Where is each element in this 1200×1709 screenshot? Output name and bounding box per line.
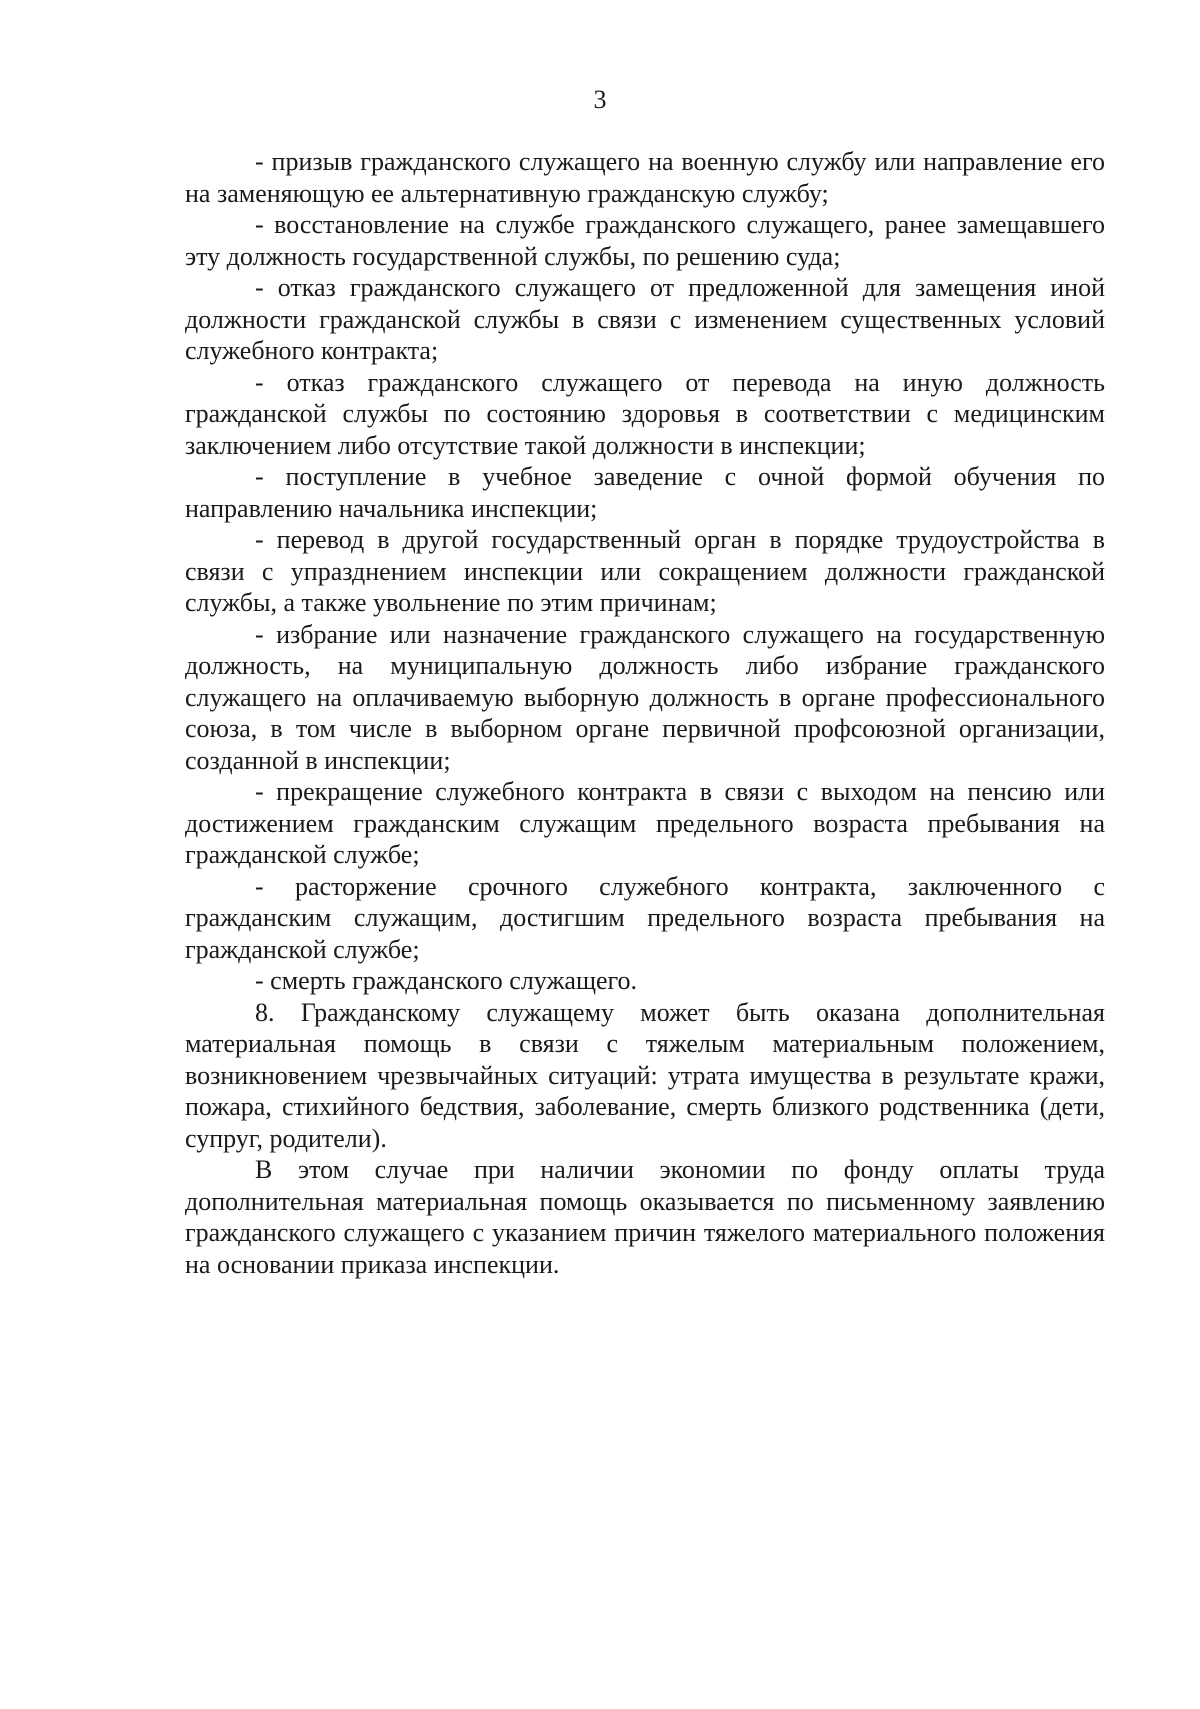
list-item-refusal-other-position: - отказ гражданского служащего от предложенной для замещения иной должности гражданской службы в связи с изменением существенных условий служебного контракта; [185, 273, 1105, 365]
section-8-continuation: В этом случае при наличии экономии по фонду оплаты труда дополнительная материальная помощь оказывается по письменному заявлению гражданского служащего с указанием причин тяжелого материального положения на основании приказа инспекции. [185, 1155, 1105, 1279]
list-item-contract-termination-pension: - прекращение служебного контракта в связи с выходом на пенсию или достижением гражданским служащим предельного возраста пребывания на гражданской службе; [185, 777, 1105, 869]
list-item-reinstatement: - восстановление на службе гражданского служащего, ранее замещавшего эту должность государственной службы, по решению суда; [185, 210, 1105, 271]
list-item-refusal-transfer-health: - отказ гражданского служащего от перевода на иную должность гражданской службы по состоянию здоровья в соответствии с медицинским заключением либо отсутствие такой должности в инспекции; [185, 367, 1105, 460]
list-item-death: - смерть гражданского служащего. [255, 966, 638, 995]
page-number: 3 [593, 85, 607, 114]
list-item-education: - поступление в учебное заведение с очной формой обучения по направлению начальника инспекции; [185, 462, 1105, 523]
list-item-conscription: - призыв гражданского служащего на военную службу или направление его на заменяющую ее альтернативную гражданскую службу; [185, 147, 1105, 208]
list-item-election-appointment: - избрание или назначение гражданского служащего на государственную должность, на муниципальную должность либо избрание гражданского служащего на оплачиваемую выборную должность в органе профессионального союза, в том числе в выборном органе первичной профсоюзной организации, созданной в инспекции; [185, 619, 1105, 775]
section-8-paragraph: 8. Гражданскому служащему может быть оказана дополнительная материальная помощь в связи с тяжелым материальным положением, возникновением чрезвычайных ситуаций: утрата имущества в результате кражи, пожара, стихийного бедствия, заболевание, смерть близкого родственника (дети, супруг, родители). [185, 997, 1105, 1153]
list-item-fixed-term-contract-termination: - расторжение срочного служебного контракта, заключенного с гражданским служащим, достигшим предельного возраста пребывания на гражданской службе; [185, 871, 1105, 964]
list-item-transfer-other-body: - перевод в другой государственный орган в порядке трудоустройства в связи с упразднением инспекции или сокращением должности гражданской службы, а также увольнение по этим причинам; [185, 525, 1105, 617]
document-body [185, 146, 1105, 1280]
